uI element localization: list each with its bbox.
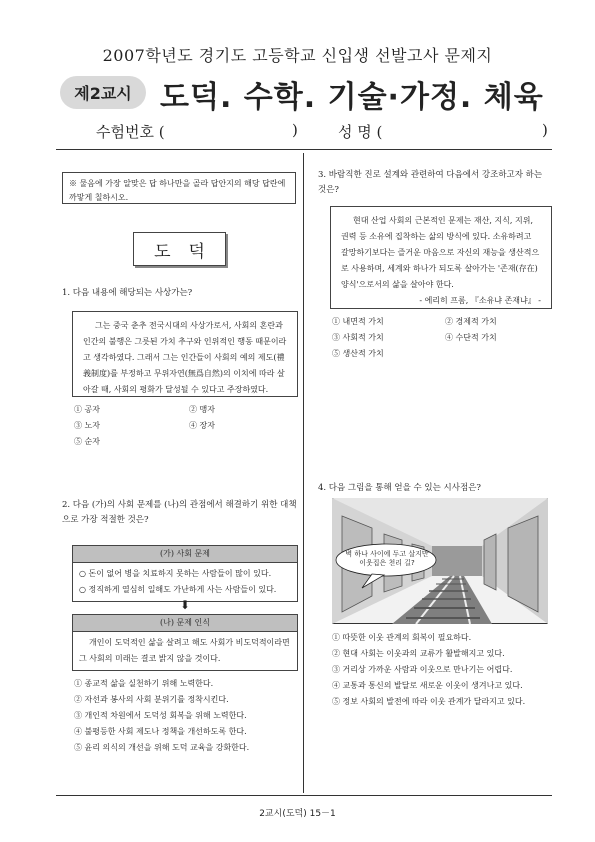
q2-stem: 2. 다음 (가)의 사회 문제를 (나)의 관점에서 해결하기 위한 대책으로 가장 적절한 것은? — [62, 500, 297, 525]
q2-choice-3[interactable]: ③ 개인적 차원에서 도덕성 회복을 위해 노력한다. — [74, 711, 247, 720]
q2-choice-4[interactable]: ④ 불평등한 사회 제도나 정책을 개선하도록 한다. — [74, 727, 247, 736]
q2-choice-5[interactable]: ⑤ 윤리 의식의 개선을 위해 도덕 교육을 강화한다. — [74, 743, 250, 752]
q3-choice-4[interactable]: ④ 수단적 가치 — [445, 333, 497, 342]
q4-choice-4[interactable]: ④ 교통과 통신의 발달로 새로운 이웃이 생겨나고 있다. — [332, 681, 523, 690]
exam-title: 2007학년도 경기도 고등학교 신입생 선발고사 문제지 — [102, 46, 493, 65]
down-arrow-icon: ⬇ — [179, 598, 191, 612]
q2-box-b-title: (나) 문제 인식 — [72, 614, 298, 632]
page-footer: 2교시(도덕) 15－1 — [259, 809, 336, 819]
q4-stem: 4. 다음 그림을 통해 얻을 수 있는 시사점은? — [318, 483, 481, 493]
period-badge: 제2교시 — [60, 76, 146, 109]
q3-passage — [330, 206, 552, 309]
q2-box-a-item-1: ○ 돈이 없어 병을 치료하지 못하는 사람들이 많이 있다. — [79, 569, 272, 578]
q1-choice-2[interactable]: ② 맹자 — [189, 405, 215, 414]
bottom-rule — [56, 795, 552, 796]
q1-passage: 그는 중국 춘추 전국시대의 사상가로서, 사회의 혼란과 인간의 불행은 그릇된 가치 추구와 인위적인 행동 때문이라고 생각하였다. 그래서 그는 인간들이 사회의 예의 제도(禮義制度)를 부정하고 무위자연(無爲自然)의 이치에 따라 살아갈 때, 사회의 평화가 달성될 수 있다고 주장하였다. — [72, 311, 298, 397]
q2-box-b-text: 개인이 도덕적인 삶을 살려고 해도 사회가 비도덕적이라면 그 사회의 미래는 결코 밝지 않을 것이다. — [72, 632, 298, 671]
name-label: 성 명 ( — [338, 123, 383, 141]
q4-speech-bubble: 벽 하나 사이에 두고 살지만 이웃집은 천리 길? — [345, 550, 429, 567]
q3-source: - 에리히 프롬, 『소유냐 존재냐』 - — [419, 296, 541, 305]
q1-choice-4[interactable]: ④ 장자 — [189, 421, 215, 430]
q3-passage-text: 현대 산업 사회의 근본적인 문제는 재산, 지식, 지위, 권력 등 소유에 집착하는 삶의 방식에 있다. 소유하려고 갈망하기보다는 즐거운 마음으로 자신의 재능을 생산적으로 사용하며, 세계와 하나가 되도록 살아가는 '존재(存在) 양식'으로서의 삶을 살아야 한다. — [341, 216, 540, 289]
q2-box-a — [72, 545, 298, 602]
q1-choice-3[interactable]: ③ 노자 — [74, 421, 100, 430]
name-close: ) — [542, 121, 548, 139]
q1-stem: 1. 다음 내용에 해당되는 사상가는? — [62, 288, 193, 298]
name-field — [338, 121, 548, 142]
q2-choice-1[interactable]: ① 종교적 삶을 실천하기 위해 노력한다. — [74, 679, 214, 688]
q3-choice-2[interactable]: ② 경제적 가치 — [445, 317, 497, 326]
section-title: 도덕 — [133, 232, 226, 266]
q2-box-b — [72, 614, 298, 671]
q2-box-a-item-2: ○ 정직하게 열심히 일해도 가난하게 사는 사람들이 있다. — [79, 585, 277, 594]
q4-choices — [332, 630, 552, 710]
exam-number-close: ) — [292, 121, 298, 139]
exam-number-field — [96, 121, 298, 142]
q3-choice-1[interactable]: ① 내면적 가치 — [332, 317, 384, 326]
q4-choice-3[interactable]: ③ 거리상 가까운 사람과 이웃으로 만나기는 어렵다. — [332, 665, 513, 674]
exam-number-label: 수험번호 ( — [96, 123, 165, 141]
q4-choice-5[interactable]: ⑤ 정보 사회의 발전에 따라 이웃 관계가 달라지고 있다. — [332, 697, 526, 706]
q2-box-a-title: (가) 사회 문제 — [72, 545, 298, 563]
instructions-box: ※ 물음에 가장 알맞은 답 하나만을 골라 답안지의 해당 답란에 까맣게 칠하시오. — [62, 172, 296, 204]
q4-illustration — [332, 498, 548, 624]
q2-choices — [74, 676, 300, 756]
q2-choice-2[interactable]: ② 자선과 봉사의 사회 분위기를 정착시킨다. — [74, 695, 229, 704]
q1-choice-1[interactable]: ① 공자 — [74, 405, 100, 414]
q1-choice-5[interactable]: ⑤ 순자 — [74, 437, 100, 446]
q3-stem: 3. 바람직한 진로 설계와 관련하여 다음에서 강조하고자 하는 것은? — [318, 170, 543, 195]
top-rule — [56, 149, 552, 150]
q3-choice-3[interactable]: ③ 사회적 가치 — [332, 333, 384, 342]
q4-choice-1[interactable]: ① 따뜻한 이웃 관계의 회복이 필요하다. — [332, 633, 472, 642]
column-divider — [303, 153, 304, 793]
q3-choice-5[interactable]: ⑤ 생산적 가치 — [332, 349, 384, 358]
subjects-heading: 도덕. 수학. 기술·가정. 체육 — [160, 80, 544, 115]
q4-choice-2[interactable]: ② 현대 사회는 이웃과의 교류가 활발해지고 있다. — [332, 649, 505, 658]
q3-choices — [332, 314, 548, 362]
q1-choices — [74, 402, 294, 450]
